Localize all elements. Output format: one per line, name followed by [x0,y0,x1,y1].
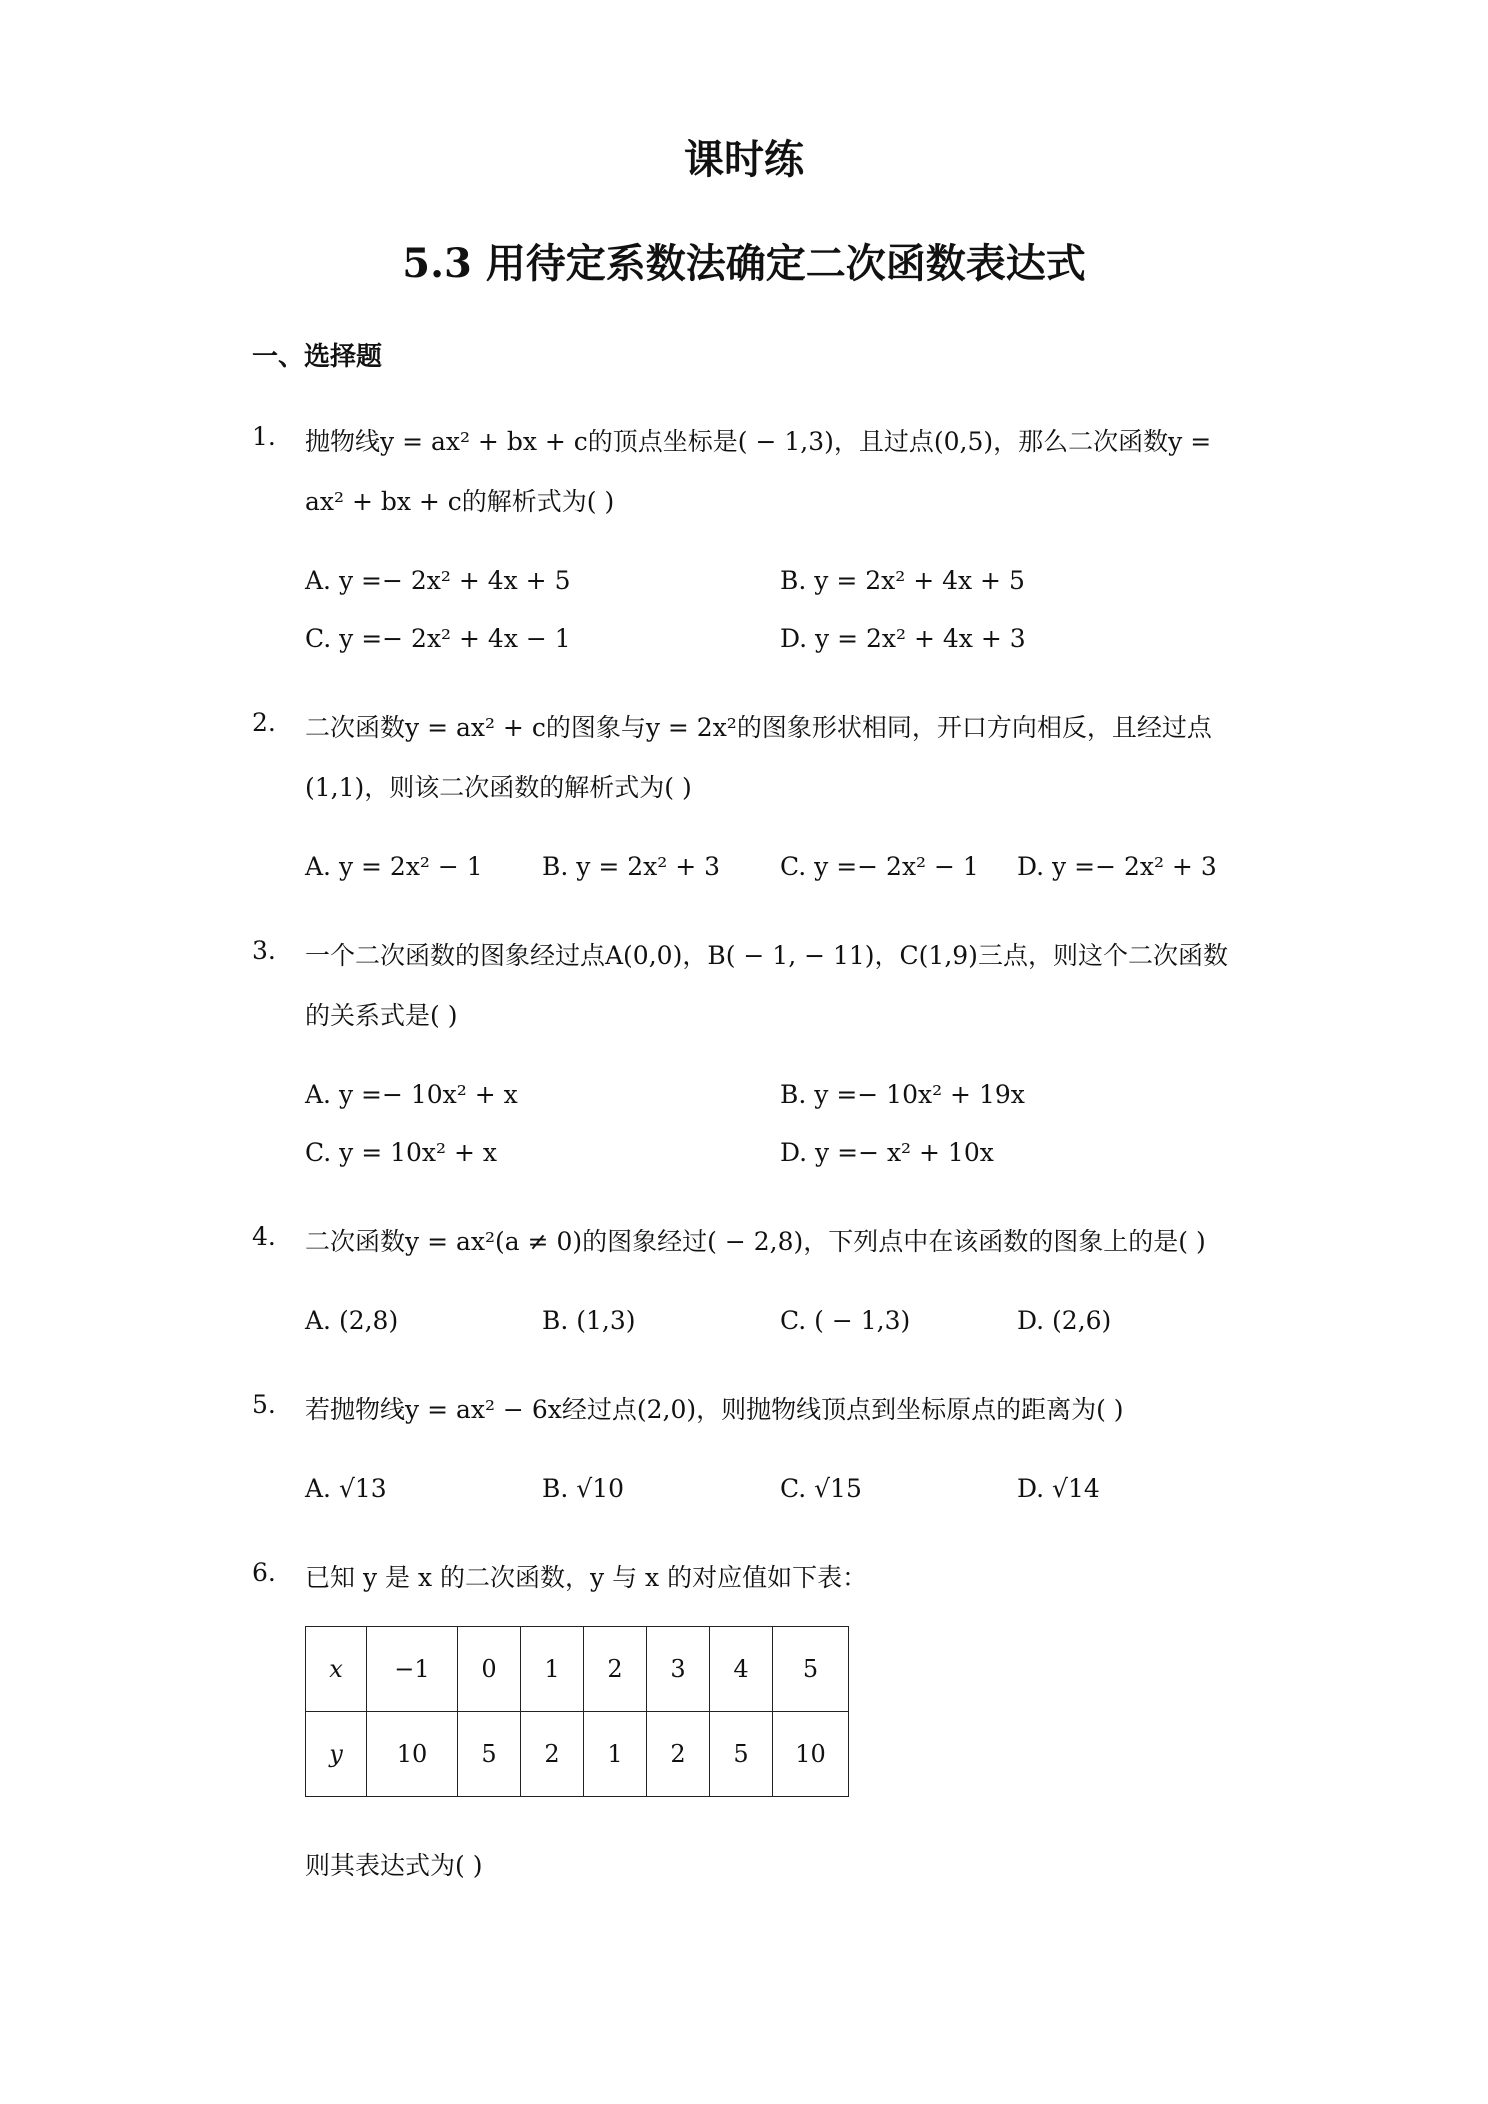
option-a: A. √13 [305,1474,387,1503]
question-number: 2. [252,708,276,737]
table-header-x: x [306,1627,367,1712]
option-d: D. (2,6) [1017,1306,1112,1335]
option-a: A. y = 2x² − 1 [305,852,483,881]
option-b: B. (1,3) [542,1306,636,1335]
table-cell: 0 [458,1627,521,1712]
option-c: C. ( − 1,3) [780,1306,911,1335]
question-text: 则其表达式为( ) [305,1851,483,1880]
option-d: D. √14 [1017,1474,1100,1503]
table-cell: 5 [458,1712,521,1797]
table-row-x [306,1627,849,1712]
table-cell: 1 [584,1712,647,1797]
question-text: 的关系式是( ) [305,1001,458,1030]
option-c: C. √15 [780,1474,862,1503]
question-number: 4. [252,1222,276,1251]
value-table [305,1626,849,1797]
question-text: 已知 y 是 x 的二次函数，y 与 x 的对应值如下表： [305,1563,868,1592]
table-cell: 10 [773,1712,849,1797]
option-d: D. y =− 2x² + 3 [1017,852,1217,881]
question-text: ax² + bx + c的解析式为( ) [305,487,615,516]
table-cell: 10 [367,1712,458,1797]
table-cell: 2 [647,1712,710,1797]
table-cell: 5 [710,1712,773,1797]
table-cell: 1 [521,1627,584,1712]
table-cell: 5 [773,1627,849,1712]
lesson-title: 5.3 用待定系数法确定二次函数表达式 [402,240,1086,287]
question-text: 二次函数y = ax²(a ≠ 0)的图象经过( − 2,8)，下列点中在该函数的图象上的是( ) [305,1227,1206,1256]
option-b: B. y = 2x² + 4x + 5 [780,566,1025,595]
question-number: 6. [252,1558,276,1587]
option-b: B. y = 2x² + 3 [542,852,721,881]
table-cell: 3 [647,1627,710,1712]
worksheet-title: 课时练 [684,136,804,183]
option-b: B. y =− 10x² + 19x [780,1080,1025,1109]
question-text: 抛物线y = ax² + bx + c的顶点坐标是( − 1,3)，且过点(0,5)，那么二次函数y = [305,427,1212,456]
question-text: 二次函数y = ax² + c的图象与y = 2x²的图象形状相同，开口方向相反，且经过点 [305,713,1212,742]
question-text: 一个二次函数的图象经过点A(0,0)，B( − 1, − 11)，C(1,9)三点，则这个二次函数 [305,941,1228,970]
question-number: 3. [252,936,276,965]
table-row-y [306,1712,849,1797]
table-cell: 4 [710,1627,773,1712]
question-number: 1. [252,422,276,451]
question-text: 若抛物线y = ax² − 6x经过点(2,0)，则抛物线顶点到坐标原点的距离为( ) [305,1395,1124,1424]
option-c: C. y =− 2x² − 1 [780,852,979,881]
question-text: (1,1)，则该二次函数的解析式为( ) [305,773,692,802]
option-d: D. y = 2x² + 4x + 3 [780,624,1026,653]
option-d: D. y =− x² + 10x [780,1138,994,1167]
section-heading: 一、选择题 [252,342,383,372]
option-a: A. y =− 2x² + 4x + 5 [305,566,571,595]
option-b: B. √10 [542,1474,625,1503]
table-cell: 2 [521,1712,584,1797]
option-c: C. y = 10x² + x [305,1138,497,1167]
option-c: C. y =− 2x² + 4x − 1 [305,624,571,653]
option-a: A. y =− 10x² + x [305,1080,518,1109]
table-cell: 2 [584,1627,647,1712]
table-header-y: y [306,1712,367,1797]
table-cell: −1 [367,1627,458,1712]
option-a: A. (2,8) [305,1306,399,1335]
question-number: 5. [252,1390,276,1419]
